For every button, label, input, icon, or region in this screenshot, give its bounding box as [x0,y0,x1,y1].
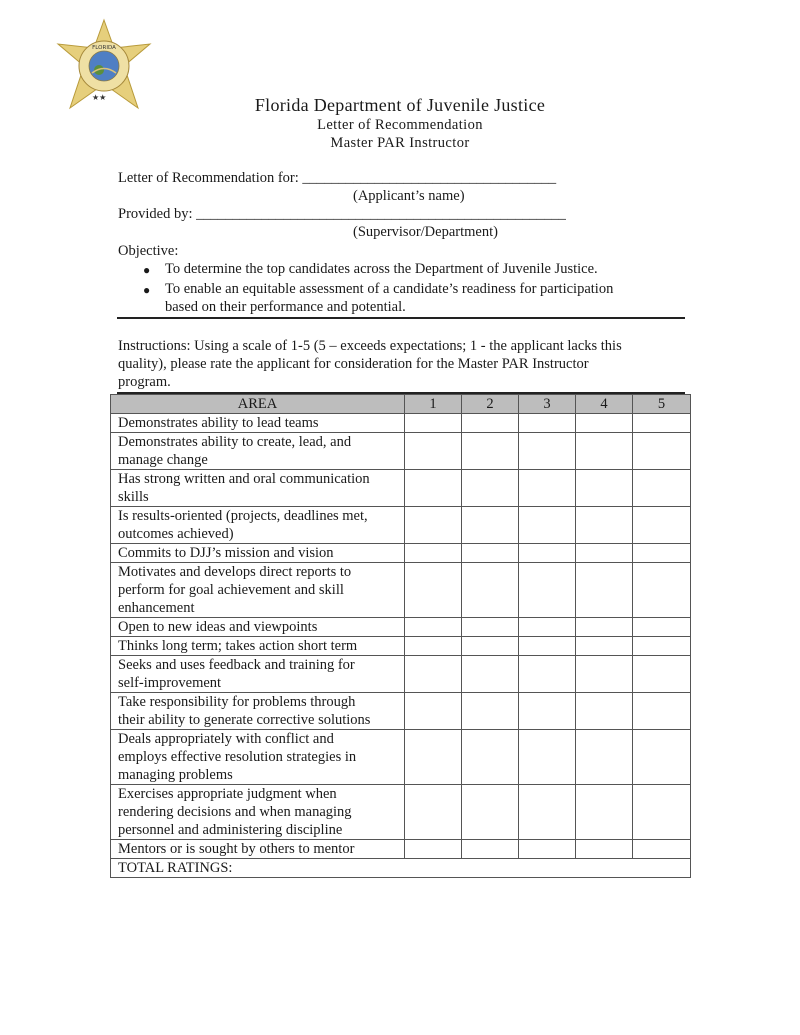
rating-cell-2[interactable] [462,840,519,859]
objective-bullet: To enable an equitable assessment of a candidate’s readiness for participation [165,281,614,297]
rating-cell-5[interactable] [633,656,691,693]
rating-cell-5[interactable] [633,618,691,637]
rating-cell-4[interactable] [576,563,633,618]
rating-cell-3[interactable] [519,656,576,693]
recommendation-for-field[interactable]: Letter of Recommendation for: ___________________________________ [118,170,557,186]
objective-heading: Objective: [118,243,179,259]
instructions-text: program. [118,374,171,390]
area-text: rendering decisions and when managing [118,804,352,820]
column-header-3: 3 [519,395,576,414]
area-text: managing problems [118,767,233,783]
table-row [111,840,691,859]
rating-cell-2[interactable] [462,637,519,656]
rating-cell-4[interactable] [576,840,633,859]
area-text: Demonstrates ability to create, lead, and [118,434,352,450]
rating-cell-1[interactable] [405,618,462,637]
table-row [111,433,691,470]
rating-cell-3[interactable] [519,414,576,433]
bullet-icon: ● [143,263,151,277]
bullet-icon: ● [143,283,151,297]
rating-cell-3[interactable] [519,563,576,618]
rating-cell-5[interactable] [633,544,691,563]
area-text: manage change [118,452,208,468]
table-header-row [111,395,691,414]
svg-text:★★: ★★ [92,93,107,102]
table-row [111,693,691,730]
table-row [111,544,691,563]
rating-cell-5[interactable] [633,637,691,656]
table-row [111,563,691,618]
rating-cell-5[interactable] [633,563,691,618]
rating-cell-3[interactable] [519,693,576,730]
rating-cell-3[interactable] [519,637,576,656]
rating-cell-1[interactable] [405,470,462,507]
rating-cell-4[interactable] [576,785,633,840]
rating-cell-1[interactable] [405,656,462,693]
rating-cell-3[interactable] [519,840,576,859]
provided-by-field[interactable]: Provided by: ___________________________________________________ [118,206,566,222]
area-cell [111,433,405,470]
seal-center [89,51,119,81]
rating-cell-3[interactable] [519,785,576,840]
rating-cell-2[interactable] [462,785,519,840]
rating-cell-3[interactable] [519,470,576,507]
rating-cell-2[interactable] [462,414,519,433]
area-cell [111,470,405,507]
rating-cell-4[interactable] [576,507,633,544]
rating-cell-1[interactable] [405,785,462,840]
divider [117,317,685,319]
rating-cell-1[interactable] [405,563,462,618]
area-text: Deals appropriately with conflict and [118,731,334,747]
rating-cell-4[interactable] [576,414,633,433]
area-text: personnel and administering discipline [118,822,343,838]
area-text: Has strong written and oral communication [118,471,370,487]
area-text: enhancement [118,600,195,616]
rating-cell-4[interactable] [576,656,633,693]
rating-cell-2[interactable] [462,693,519,730]
supervisor-caption: (Supervisor/Department) [353,224,498,240]
rating-cell-4[interactable] [576,693,633,730]
total-ratings-label: TOTAL RATINGS: [111,859,691,878]
table-row [111,414,691,433]
table-row [111,618,691,637]
rating-cell-1[interactable] [405,507,462,544]
rating-cell-5[interactable] [633,693,691,730]
area-cell [111,544,405,563]
area-text: Seeks and uses feedback and training for [118,657,355,673]
area-cell [111,693,405,730]
rating-cell-4[interactable] [576,730,633,785]
rating-cell-5[interactable] [633,433,691,470]
area-text: Is results-oriented (projects, deadlines met, [118,508,368,524]
area-cell [111,730,405,785]
area-text: Commits to DJJ’s mission and vision [118,545,334,561]
instructions-text: quality), please rate the applicant for consideration for the Master PAR Instructor [118,356,589,372]
rating-cell-2[interactable] [462,730,519,785]
column-header-4: 4 [576,395,633,414]
area-cell [111,785,405,840]
column-header-2: 2 [462,395,519,414]
rating-cell-5[interactable] [633,785,691,840]
program-title: Master PAR Instructor [330,135,470,151]
rating-cell-2[interactable] [462,656,519,693]
area-text: their ability to generate corrective solutions [118,712,371,728]
area-text: Take responsibility for problems through [118,694,356,710]
rating-cell-4[interactable] [576,637,633,656]
area-text: Mentors or is sought by others to mentor [118,841,355,857]
objective-bullet: To determine the top candidates across the Department of Juvenile Justice. [165,261,598,277]
area-cell [111,507,405,544]
area-text: Open to new ideas and viewpoints [118,619,318,635]
instructions-text: Instructions: Using a scale of 1-5 (5 – exceeds expectations; 1 - the applicant lacks this [118,338,622,354]
rating-cell-2[interactable] [462,470,519,507]
area-text: Motivates and develops direct reports to [118,564,352,580]
rating-cell-3[interactable] [519,618,576,637]
table-row [111,470,691,507]
rating-cell-2[interactable] [462,618,519,637]
area-text: self-improvement [118,675,222,691]
rating-cell-2[interactable] [462,507,519,544]
column-header-1: 1 [405,395,462,414]
area-text: Thinks long term; takes action short term [118,638,358,654]
column-header-5: 5 [633,395,691,414]
area-text: Exercises appropriate judgment when [118,786,337,802]
rating-cell-4[interactable] [576,433,633,470]
rating-cell-1[interactable] [405,693,462,730]
rating-cell-5[interactable] [633,730,691,785]
area-cell [111,618,405,637]
rating-cell-1[interactable] [405,840,462,859]
rating-cell-2[interactable] [462,563,519,618]
total-row [111,859,691,878]
rating-cell-1[interactable] [405,544,462,563]
area-text: perform for goal achievement and skill [118,582,344,598]
rating-cell-3[interactable] [519,544,576,563]
rating-cell-5[interactable] [633,414,691,433]
rating-cell-3[interactable] [519,730,576,785]
table-row [111,656,691,693]
page-subtitle: Letter of Recommendation [317,117,483,133]
area-text: Demonstrates ability to lead teams [118,415,319,431]
rating-cell-5[interactable] [633,507,691,544]
area-cell [111,840,405,859]
column-header-area: AREA [111,395,405,414]
area-text: skills [118,489,149,505]
area-cell [111,637,405,656]
objective-bullet-continued: based on their performance and potential. [165,299,406,315]
table-row [111,507,691,544]
area-text: employs effective resolution strategies in [118,749,357,765]
rating-cell-5[interactable] [633,470,691,507]
rating-cell-2[interactable] [462,544,519,563]
rating-cell-4[interactable] [576,544,633,563]
rating-table [110,394,691,878]
rating-cell-1[interactable] [405,637,462,656]
rating-cell-1[interactable] [405,414,462,433]
rating-cell-4[interactable] [576,618,633,637]
rating-cell-1[interactable] [405,433,462,470]
area-cell [111,563,405,618]
table-row [111,637,691,656]
rating-cell-5[interactable] [633,840,691,859]
rating-cell-3[interactable] [519,433,576,470]
area-cell [111,656,405,693]
applicant-caption: (Applicant’s name) [353,188,465,204]
area-cell [111,414,405,433]
rating-cell-4[interactable] [576,470,633,507]
area-text: outcomes achieved) [118,526,234,542]
rating-cell-2[interactable] [462,433,519,470]
rating-cell-3[interactable] [519,507,576,544]
seal-text-top: FLORIDA [92,45,116,51]
table-row [111,785,691,840]
table-row [111,730,691,785]
rating-cell-1[interactable] [405,730,462,785]
page-title: Florida Department of Juvenile Justice [254,95,546,115]
